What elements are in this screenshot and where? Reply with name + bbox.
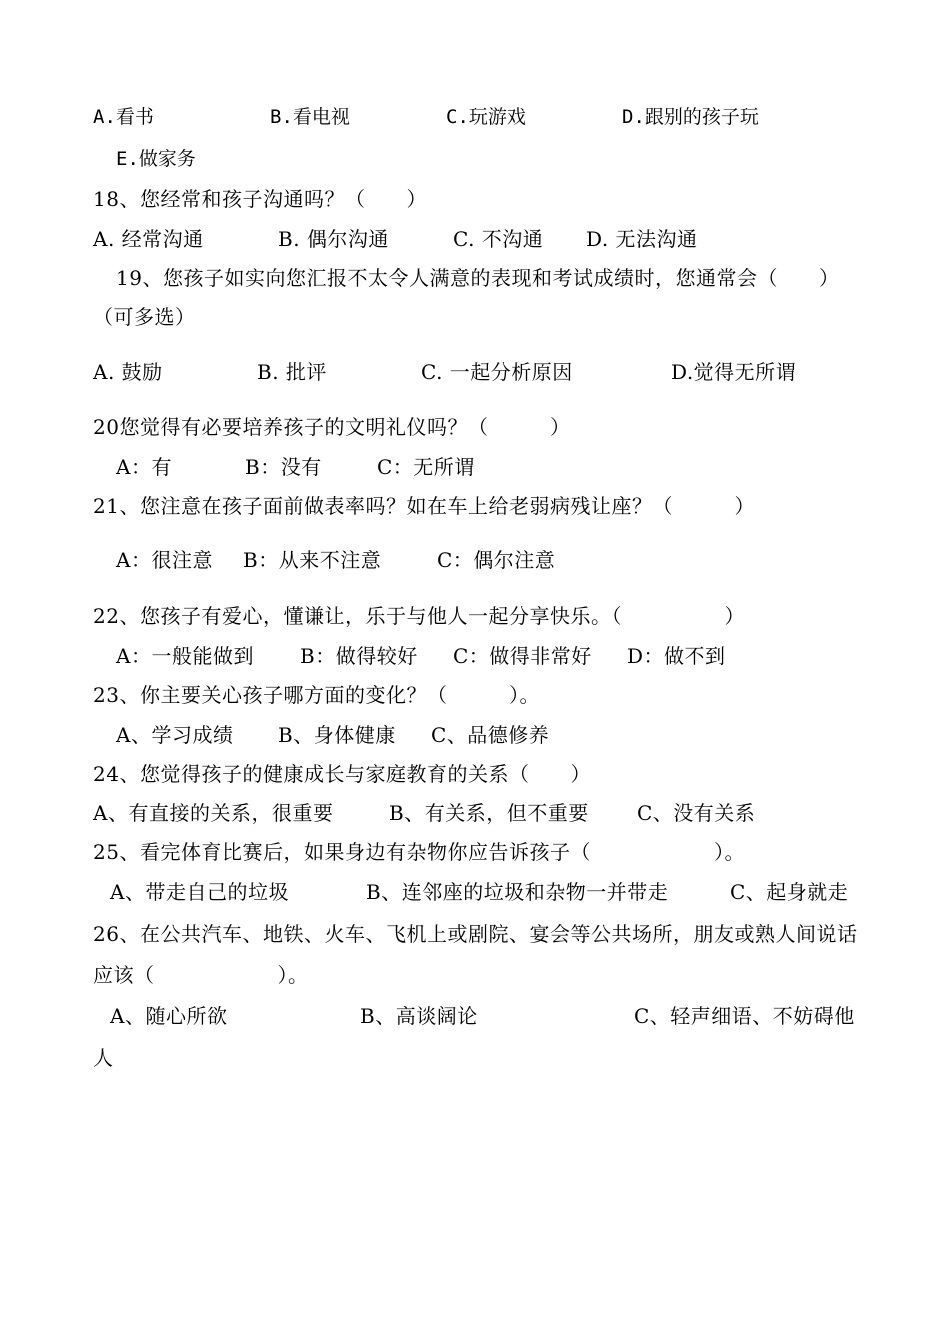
q20-option-b: B：没有 (245, 455, 322, 479)
q19-option-d: D.觉得无所谓 (671, 360, 797, 384)
q26-option-c-continued: 人 (93, 1046, 114, 1070)
q23-option-c: C、品德修养 (431, 723, 550, 747)
q17-option-e: E.做家务 (116, 148, 196, 170)
q17-option-b: B.看电视 (270, 106, 350, 128)
q26-text-line2: 应该（ ）。 (93, 963, 309, 987)
q25-text: 25、看完体育比赛后，如果身边有杂物你应告诉孩子（ ）。 (93, 840, 745, 864)
q26-option-b: B、高谈阔论 (360, 1004, 478, 1028)
q18-option-d: D. 无法沟通 (586, 227, 698, 251)
q22-option-d: D：做不到 (627, 644, 726, 668)
q19-option-a: A. 鼓励 (93, 360, 163, 384)
q23-text: 23、你主要关心孩子哪方面的变化？（ ）。 (93, 683, 540, 707)
q22-option-a: A：一般能做到 (116, 644, 254, 668)
q17-option-a: A.看书 (93, 106, 154, 128)
q26-option-c: C、轻声细语、不妨碍他 (634, 1004, 855, 1028)
q19-option-c: C. 一起分析原因 (421, 360, 573, 384)
q24-option-a: A、有直接的关系，很重要 (93, 801, 334, 825)
q21-option-b: B：从来不注意 (243, 548, 382, 572)
q24-option-b: B、有关系，但不重要 (389, 801, 589, 825)
q19-option-b: B. 批评 (257, 360, 327, 384)
q25-option-a: A、带走自己的垃圾 (110, 880, 289, 904)
q20-option-a: A：有 (116, 455, 172, 479)
q21-option-c: C：偶尔注意 (437, 548, 556, 572)
q18-option-c: C. 不沟通 (453, 227, 544, 251)
q17-option-c: C.玩游戏 (446, 106, 526, 128)
q22-option-c: C：做得非常好 (453, 644, 592, 668)
q23-option-a: A、学习成绩 (116, 723, 234, 747)
q18-option-b: B. 偶尔沟通 (278, 227, 389, 251)
q22-option-b: B：做得较好 (300, 644, 418, 668)
q22-text: 22、您孩子有爱心，懂谦让，乐于与他人一起分享快乐。（ ） (93, 604, 745, 628)
q23-option-b: B、身体健康 (278, 723, 396, 747)
q21-text: 21、您注意在孩子面前做表率吗？如在车上给老弱病残让座？（ ） (93, 494, 755, 518)
q24-option-c: C、没有关系 (637, 801, 756, 825)
q18-text: 18、您经常和孩子沟通吗？（ ） (93, 187, 427, 211)
q24-text: 24、您觉得孩子的健康成长与家庭教育的关系（ ） (93, 762, 591, 786)
q26-option-a: A、随心所欲 (110, 1004, 228, 1028)
q26-text-line1: 26、在公共汽车、地铁、火车、飞机上或剧院、宴会等公共场所，朋友或熟人间说话 (93, 922, 858, 946)
q20-text: 20您觉得有必要培养孩子的文明礼仪吗？（ ） (93, 415, 571, 439)
q21-option-a: A：很注意 (116, 548, 213, 572)
q20-option-c: C：无所谓 (377, 455, 475, 479)
q19-text: 19、您孩子如实向您汇报不太令人满意的表现和考试成绩时，您通常会（ ） (116, 266, 840, 290)
q25-option-b: B、连邻座的垃圾和杂物一并带走 (366, 880, 669, 904)
q19-note-text: （可多选） (93, 305, 196, 329)
q18-option-a: A. 经常沟通 (93, 227, 204, 251)
q17-option-d: D.跟别的孩子玩 (622, 106, 759, 128)
q25-option-c: C、起身就走 (730, 880, 849, 904)
